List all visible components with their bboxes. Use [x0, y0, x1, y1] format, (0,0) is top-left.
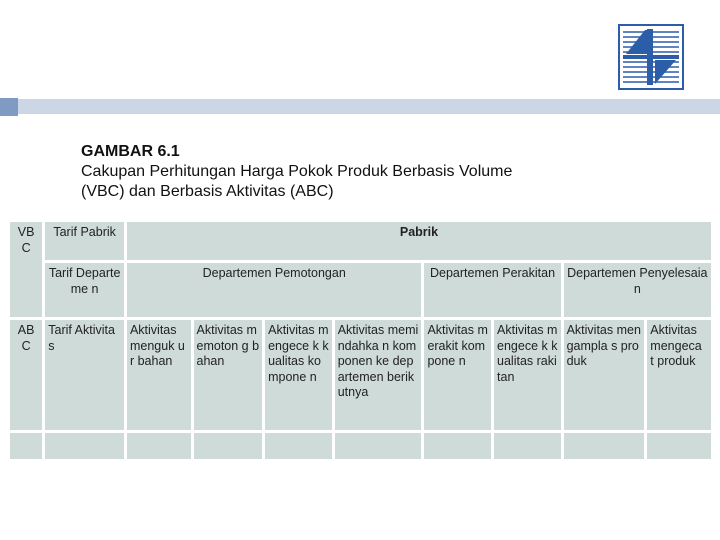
activity-rate-cell: Tarif Aktivitas: [45, 320, 124, 430]
activity-cell: Aktivitas memoton g bahan: [194, 320, 263, 430]
factory-rate-cell: Tarif Pabrik: [45, 222, 124, 260]
table-row: [10, 263, 711, 317]
empty-cell: [127, 433, 191, 459]
abstract-4-logo-icon: [618, 24, 684, 90]
factory-scope-cell: Pabrik: [127, 222, 711, 260]
finishing-department-cell: Departemen Penyelesaian: [564, 263, 711, 317]
activity-cell: Aktivitas menguk ur bahan: [127, 320, 191, 430]
empty-cell: [45, 433, 124, 459]
cost-scope-table: [7, 219, 714, 462]
empty-cell: [265, 433, 332, 459]
activity-cell: Aktivitas merakit kompone n: [424, 320, 491, 430]
assembly-department-cell: Departemen Perakitan: [424, 263, 560, 317]
vbc-label: VB C: [10, 222, 42, 317]
figure-caption-line-2: (VBC) dan Berbasis Aktivitas (ABC): [81, 183, 334, 200]
figure-title: [81, 142, 681, 202]
header-bar: [18, 99, 720, 114]
table-row-empty: [10, 433, 711, 459]
activity-cell: Aktivitas mengece k kualitas kompone n: [265, 320, 332, 430]
table-row: [10, 222, 711, 260]
cutting-department-cell: Departemen Pemotongan: [127, 263, 421, 317]
activity-cell: Aktivitas memindahka n komponen ke departemen berikutnya: [335, 320, 422, 430]
abc-label: AB C: [10, 320, 42, 430]
department-rate-cell: Tarif Departeme n: [45, 263, 124, 317]
corner-accent-box: [0, 98, 18, 116]
empty-cell: [647, 433, 711, 459]
activity-cell: Aktivitas mengece k kualitas rakitan: [494, 320, 561, 430]
figure-number: GAMBAR 6.1: [81, 143, 180, 160]
activity-cell: Aktivitas mengampla s produk: [564, 320, 645, 430]
figure-caption-line-1: Cakupan Perhitungan Harga Pokok Produk Berbasis Volume: [81, 163, 513, 180]
empty-cell: [564, 433, 645, 459]
empty-cell: [494, 433, 561, 459]
empty-cell: [424, 433, 491, 459]
empty-cell: [10, 433, 42, 459]
empty-cell: [194, 433, 263, 459]
table-row: [10, 320, 711, 430]
activity-cell: Aktivitas mengeca t produk: [647, 320, 711, 430]
empty-cell: [335, 433, 422, 459]
